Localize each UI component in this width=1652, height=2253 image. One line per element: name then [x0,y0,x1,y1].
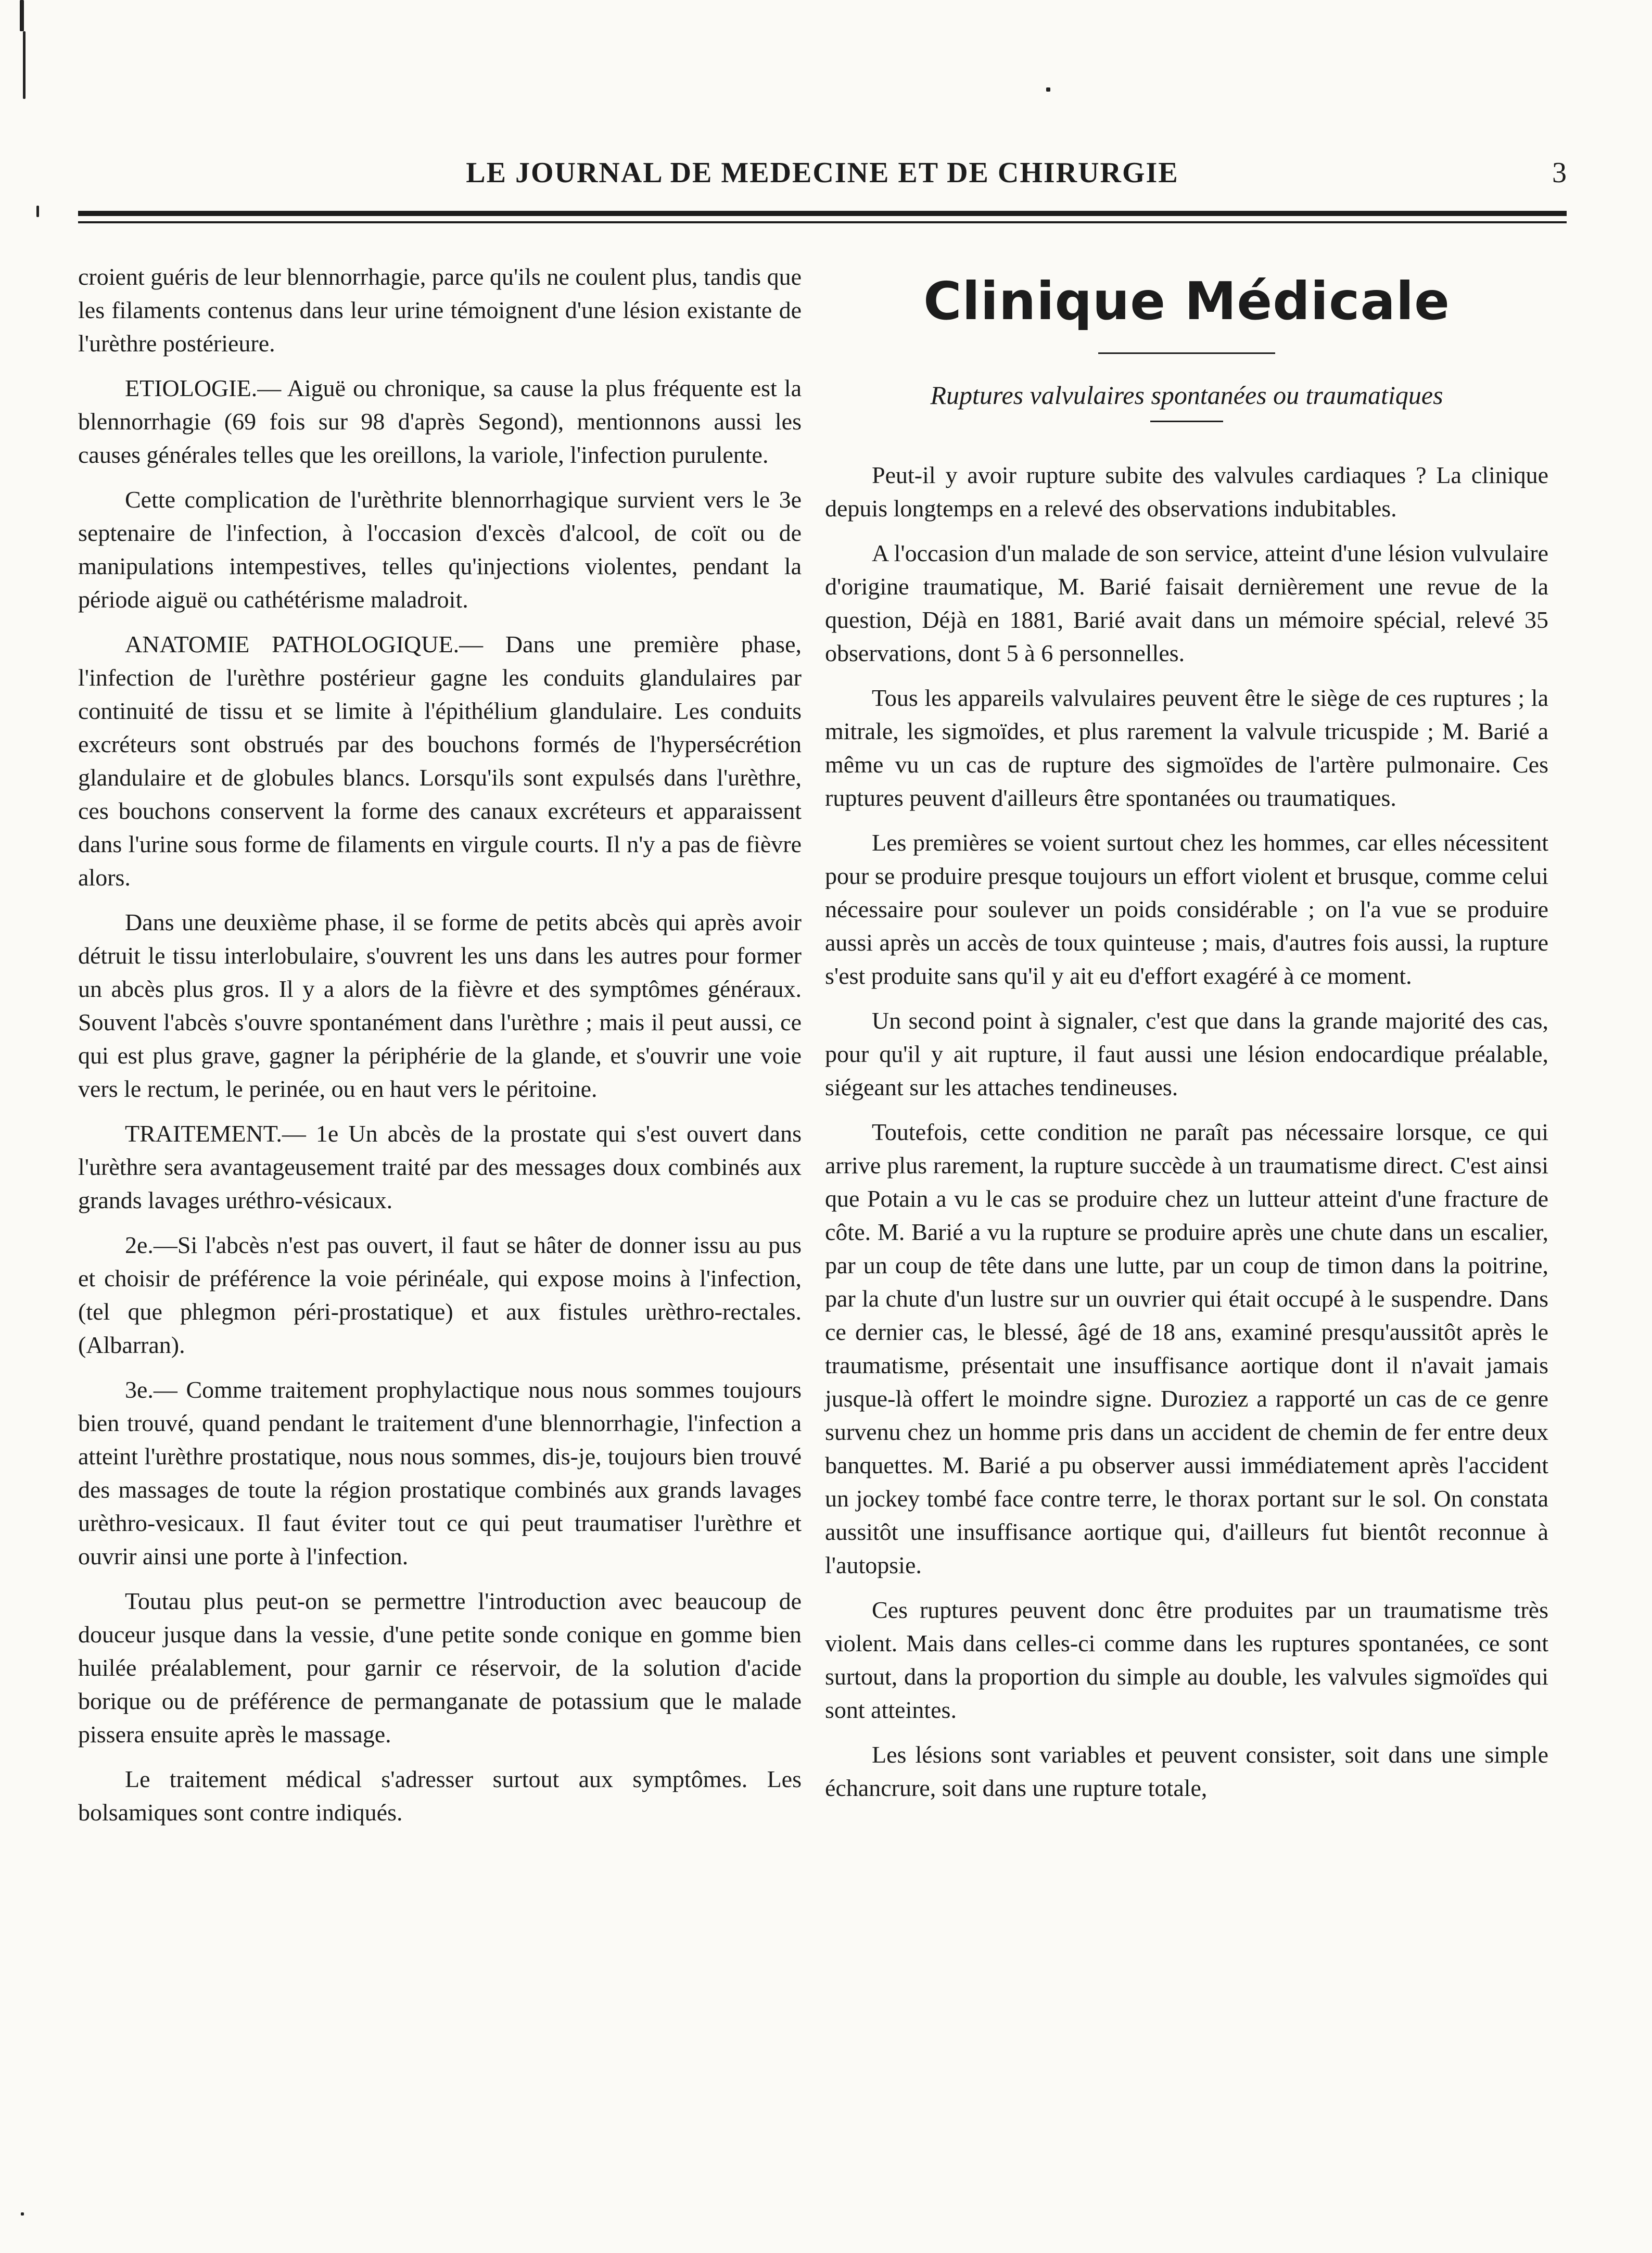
paragraph: Cette complication de l'urèthrite blennorrhagique survient vers le 3e septenaire de l'infection, à l'occasion d'excès d'alcool, de coït ou de manipulations intempestives, telles qu'injections violentes, pendant la période aiguë ou cathétérisme maladroit. [78,486,802,613]
title-divider [1098,352,1275,354]
scan-mark [20,0,24,31]
running-header [78,156,1567,198]
scan-mark [36,206,39,217]
scan-mark [1046,87,1050,92]
header-rule-thin [78,221,1567,223]
paragraph: 3e.— Comme traitement prophylactique nous nous sommes toujours bien trouvé, quand pendant le traitement d'une blennorrhagie, l'infection a atteint l'urèthre prostatique, nous nous sommes, dis-je, toujours bien trouvé des massages de toute la région prostatique combinés aux grands lavages urèthro-vesicaux. Il faut éviter tout ce qui peut traumatiser l'urèthre et ouvrir ainsi une porte à l'infection. [78,1376,802,1569]
paragraph: A l'occasion d'un malade de son service, atteint d'une lésion vulvulaire d'origine traumatique, M. Barié faisait dernièrement une revue de la question, Déjà en 1881, Barié avait dans un mémoire spécial, relevé 35 observations, dont 5 à 6 personnelles. [825,540,1548,666]
paragraph: Ces ruptures peuvent donc être produites par un traumatisme très violent. Mais dans celles-ci comme dans les ruptures spontanées, ce sont surtout, dans la proportion du simple au double, les valvules sigmoïdes qui sont atteintes. [825,1597,1548,1723]
subtitle-divider [1150,421,1223,422]
paragraph: Tous les appareils valvulaires peuvent être le siège de ces ruptures ; la mitrale, les sigmoïdes, et plus rarement la valvule tricuspide ; M. Barié a même vu un cas de rupture des sigmoïdes de l'artère pulmonaire. Ces ruptures peuvent d'ailleurs être spontanées ou traumatiques. [825,685,1548,811]
paragraph: ETIOLOGIE.— Aiguë ou chronique, sa cause la plus fréquente est la blennorrhagie (69 fois sur 98 d'après Segond), mentionnons aussi les causes générales telles que les oreillons, la variole, l'infection purulente. [78,375,802,468]
right-column [825,260,1548,1816]
paragraph: 2e.—Si l'abcès n'est pas ouvert, il faut se hâter de donner issu au pus et choisir de préférence la voie périnéale, qui expose moins à l'infection, (tel que phlegmon péri-prostatique) et aux fistules urèthro-rectales. (Albarran). [78,1232,802,1358]
paragraph: Toutau plus peut-on se permettre l'introduction avec beaucoup de douceur jusque dans la vessie, d'une petite sonde conique en gomme bien huilée préalablement, pour garnir ce réservoir, de la solution d'acide borique ou de préférence de permanganate de potassium que le malade pissera ensuite après le massage. [78,1588,802,1748]
paragraph: Dans une deuxième phase, il se forme de petits abcès qui après avoir détruit le tissu interlobulaire, s'ouvrent les uns dans les autres pour former un abcès plus gros. Il y a alors de la fièvre et des symptômes généraux. Souvent l'abcès s'ouvre spontanément dans l'urèthre ; mais il peut aussi, ce qui est plus grave, gagner la périphérie de la glande, et s'ouvrir une voie vers le rectum, le perinée, ou en haut vers le péritoine. [78,909,802,1102]
header-rule-thick [78,211,1567,216]
paragraph: Toutefois, cette condition ne paraît pas nécessaire lorsque, ce qui arrive plus rarement, la rupture succède à un traumatisme direct. C'est ainsi que Potain a vu le cas se produire chez un lutteur atteint d'une fracture de côte. M. Barié a vu la rupture se produire après une chute dans un escalier, par un coup de tête dans une lutte, par un coup de timon dans la poitrine, par la chute d'un lustre sur un ouvrier qui était occupé à le suspendre. Dans ce dernier cas, le blessé, âgé de 18 ans, examiné presqu'aussitôt après le traumatisme, présentait une insuffisance aortique dont il n'avait jamais jusque-là offert le moindre signe. Duroziez a rapporté un cas de ce genre survenu chez un homme pris dans un accident de chemin de fer entre deux banquettes. M. Barié a pu observer aussi immédiatement après l'accident un jockey tombé face contre terre, le thorax portant sur le sol. On constata aussitôt une insuffisance aortique qui, d'ailleurs fut bientôt reconnue à l'autopsie. [825,1119,1548,1578]
journal-title: LE JOURNAL DE MEDECINE ET DE CHIRURGIE [466,157,1179,189]
left-column [78,260,802,1841]
paragraph: TRAITEMENT.— 1e Un abcès de la prostate qui s'est ouvert dans l'urèthre sera avantageusement traité par des messages doux combinés aux grands lavages uréthro-vésicaux. [78,1120,802,1213]
scan-mark [21,2212,24,2216]
paragraph: Les premières se voient surtout chez les hommes, car elles nécessitent pour se produire presque toujours un effort violent et brusque, comme celui nécessaire pour soulever un poids considérable ; on l'a vue se produire aussi après un accès de toux quinteuse ; mais, d'autres fois aussi, la rupture s'est produite sans qu'il y ait eu d'effort exagéré à ce moment. [825,829,1548,989]
paragraph: Peut-il y avoir rupture subite des valvules cardiaques ? La clinique depuis longtemps en a relevé des observations indubitables. [825,462,1548,522]
paragraph: croient guéris de leur blennorrhagie, parce qu'ils ne coulent plus, tandis que les filaments contenus dans leur urine témoignent d'une lésion existante de l'urèthre postérieure. [78,263,802,357]
paragraph: Le traitement médical s'adresser surtout aux symptômes. Les bolsamiques sont contre indiqués. [78,1766,802,1826]
page-number: 3 [1552,157,1567,189]
scan-mark [23,31,26,99]
paragraph: Un second point à signaler, c'est que dans la grande majorité des cas, pour qu'il y ait rupture, il faut aussi une lésion endocardique préalable, siégeant sur les attaches tendineuses. [825,1007,1548,1100]
paragraph: ANATOMIE PATHOLOGIQUE.— Dans une première phase, l'infection de l'urèthre postérieur gagne les conduits glandulaires par continuité de tissu et se limite à l'épithélium glandulaire. Les conduits excréteurs sont obstrués par des bouchons formés de l'hypersécrétion glandulaire et de globules blancs. Lorsqu'ils sont expulsés dans l'urèthre, ces bouchons conservent la forme des canaux excréteurs et apparaissent dans l'urine sous forme de filaments en virgule courts. Il n'y a pas de fièvre alors. [78,631,802,891]
paragraph: Les lésions sont variables et peuvent consister, soit dans une simple échancrure, soit dans une rupture totale, [825,1741,1548,1801]
section-title: Clinique Médicale [923,271,1450,332]
article-subtitle: Ruptures valvulaires spontanées ou traumatiques [930,381,1443,410]
